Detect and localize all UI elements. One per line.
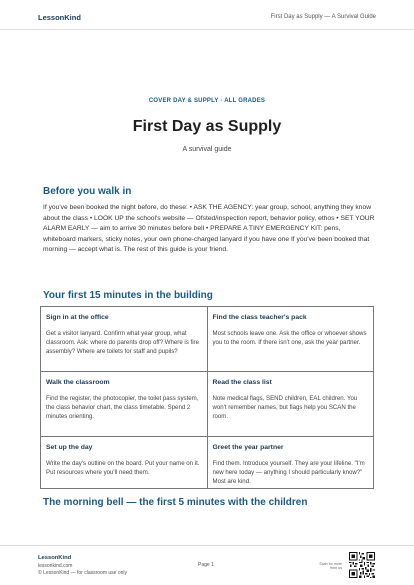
qr-scan-label: Scan for more from us	[319, 562, 342, 571]
tip-card-title: Greet the year partner	[212, 444, 284, 451]
tip-card-body: Write the day's outline on the board. Put your name on it. Put resources where you'll need them.	[46, 460, 200, 477]
section-heading-first-15: Your first 15 minutes in the building	[43, 290, 213, 301]
tip-card-body: Most schools leave one. Ask the office or whoever shows you to the room. If there isn't one, ask the year partner.	[212, 330, 367, 347]
section-heading-before: Before you walk in	[43, 186, 132, 197]
eyebrow-label: COVER DAY & SUPPLY · ALL GRADES	[148, 98, 266, 104]
tip-card	[41, 437, 208, 489]
brand-logo-text[interactable]: LessonKind	[38, 13, 81, 22]
page-subtitle: A survival guide	[182, 146, 232, 153]
page-header	[0, 0, 414, 30]
running-title: First Day as Supply — A Survival Guide	[270, 14, 376, 20]
section-heading-morning-bell: The morning bell — the first 5 minutes with the children	[43, 497, 308, 508]
qr-code-icon[interactable]	[349, 552, 375, 578]
tip-card	[41, 372, 208, 437]
tip-card-body: Find them. Introduce yourself. They are your lifeline. "I'm new here today — anything I should particularly know?" Most are kind.	[212, 460, 365, 486]
tip-card	[208, 437, 375, 489]
tip-card-title: Walk the classroom	[46, 379, 110, 386]
tip-card	[208, 372, 375, 437]
tip-card	[41, 307, 208, 372]
page-footer	[0, 545, 414, 585]
footer-website-link[interactable]: lessonkind.com	[38, 563, 73, 569]
tip-card	[208, 307, 375, 372]
tip-card-title: Sign in at the office	[46, 314, 109, 321]
tip-card-title: Find the class teacher's pack	[212, 314, 307, 321]
tip-card-title: Set up the day	[46, 444, 93, 451]
footer-brand: LessonKind	[38, 555, 72, 561]
tip-card-body: Note medical flags, SEND children, EAL children. You won't remember names, but flags help you SCAN the room.	[212, 395, 358, 421]
tip-card-title: Read the class list	[212, 379, 272, 386]
footer-copyright: © LessonKind — for classroom use only	[38, 570, 128, 576]
page-number: Page 1	[198, 562, 214, 568]
tip-card-body: Get a visitor lanyard. Confirm what year group, what classroom. Ask: where do parents drop off? Where is fire assembly? Where are toilets for staff and pupils?	[46, 330, 199, 356]
page-title: First Day as Supply	[132, 118, 282, 135]
tip-card-body: Find the register, the photocopier, the toilet pass system, the class behavior chart, the class timetable. Spend 2 minutes orienting.	[46, 395, 199, 421]
tips-grid	[40, 306, 374, 489]
section-body-before: If you've been booked the night before, do these: • ASK THE AGENCY: year group, school, anything they know about the class • LOOK UP the school's website — Ofsted/inspection report, behavior policy, ethos • SET YOUR ALARM EARLY — aim to arrive 30 minutes before bell • PREPARE A TINY EMERGENCY KIT: pens, whiteboard markers, sticky notes, your own phone-charged lanyard if you have one If you've been booked that morning — accept what is. The rest of this guide is your friend.	[43, 204, 375, 254]
